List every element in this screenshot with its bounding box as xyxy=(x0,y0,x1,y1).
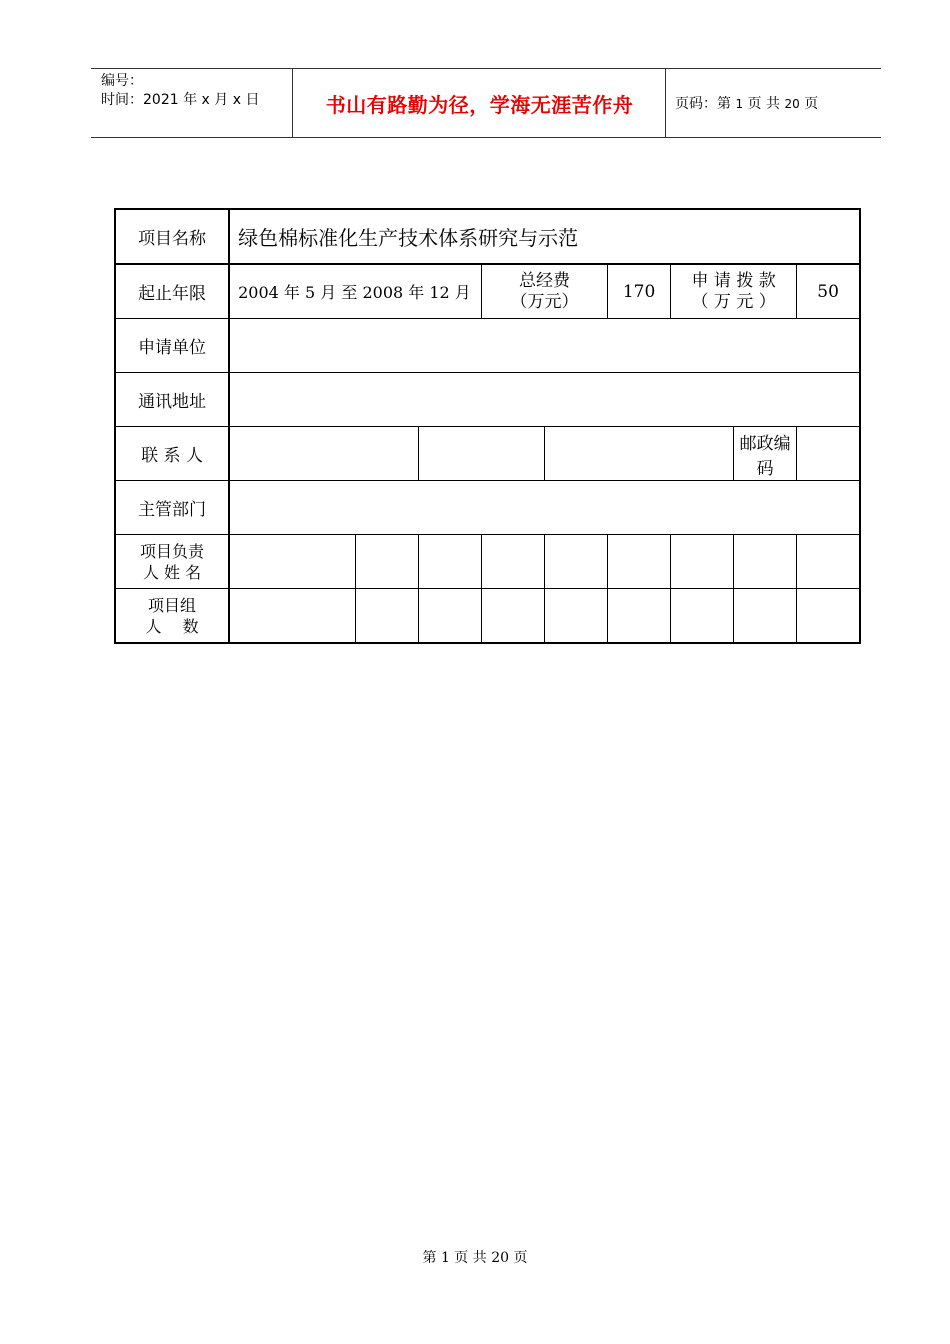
contact-field[interactable] xyxy=(418,427,544,481)
leader-name-field[interactable] xyxy=(418,535,481,589)
leader-name-field[interactable] xyxy=(229,535,355,589)
department-label: 主管部门 xyxy=(115,481,229,535)
row-address xyxy=(115,373,860,427)
total-funding-label-line1: 总经费 xyxy=(518,270,570,291)
team-size-field[interactable] xyxy=(671,589,734,644)
address-field[interactable] xyxy=(229,373,860,427)
row-contact xyxy=(115,427,860,481)
apply-funding-label-line1: 申 请 拨 款 xyxy=(691,270,776,291)
team-size-field[interactable] xyxy=(418,589,481,644)
page-suffix: 页 xyxy=(804,96,819,112)
team-size-field[interactable] xyxy=(229,589,355,644)
team-size-field[interactable] xyxy=(481,589,544,644)
project-info-form xyxy=(114,208,861,644)
row-project-name xyxy=(115,209,860,264)
page-total: 20 xyxy=(784,97,800,111)
team-size-field[interactable] xyxy=(355,589,418,644)
leader-name-field[interactable] xyxy=(671,535,734,589)
row-team-size xyxy=(115,589,860,644)
header-meta xyxy=(101,72,259,110)
postal-code-field[interactable] xyxy=(797,427,860,481)
page-footer: 第 1 页 共 20 页 xyxy=(422,1250,528,1266)
contact-label: 联 系 人 xyxy=(115,427,229,481)
total-funding-label-line2: （万元） xyxy=(510,291,579,312)
page-mid: 页 共 xyxy=(747,96,780,112)
total-funding-value[interactable]: 170 xyxy=(608,264,671,319)
page-header xyxy=(91,68,881,138)
leader-name-field[interactable] xyxy=(797,535,860,589)
postal-code-label: 邮政编码 xyxy=(734,427,797,481)
leader-name-field[interactable] xyxy=(544,535,607,589)
team-size-label xyxy=(115,589,229,644)
leader-name-field[interactable] xyxy=(355,535,418,589)
team-size-field[interactable] xyxy=(797,589,860,644)
leader-name-field[interactable] xyxy=(734,535,797,589)
team-size-label-line1: 项目组 xyxy=(148,595,197,615)
document-number-label: 编号： xyxy=(101,73,143,89)
project-leader-label xyxy=(115,535,229,589)
row-period xyxy=(115,264,860,319)
period-label: 起止年限 xyxy=(115,264,229,319)
page-prefix: 页码：第 xyxy=(675,96,731,112)
team-size-field[interactable] xyxy=(608,589,671,644)
applicant-unit-label: 申请单位 xyxy=(115,319,229,373)
row-project-leader xyxy=(115,535,860,589)
row-department xyxy=(115,481,860,535)
project-name-value[interactable]: 绿色棉标准化生产技术体系研究与示范 xyxy=(229,209,860,264)
apply-funding-label xyxy=(671,264,797,319)
leader-name-field[interactable] xyxy=(608,535,671,589)
row-applicant-unit xyxy=(115,319,860,373)
period-value[interactable]: 2004 年 5 月 至 2008 年 12 月 xyxy=(229,264,481,319)
contact-field[interactable] xyxy=(229,427,418,481)
team-size-field[interactable] xyxy=(544,589,607,644)
team-size-label-line2: 人 数 xyxy=(145,616,199,636)
contact-field[interactable] xyxy=(544,427,733,481)
document-time: 时间：2021 年 x 月 x 日 xyxy=(101,92,260,108)
total-funding-label xyxy=(481,264,607,319)
department-field[interactable] xyxy=(229,481,860,535)
header-page-number xyxy=(675,93,818,113)
project-leader-label-line1: 项目负责 xyxy=(140,541,205,561)
applicant-unit-field[interactable] xyxy=(229,319,860,373)
apply-funding-label-line2: （ 万 元 ） xyxy=(691,291,776,312)
project-leader-label-line2: 人 姓 名 xyxy=(142,562,202,582)
header-motto: 书山有路勤为径，学海无涯苦作舟 xyxy=(325,92,634,117)
apply-funding-value[interactable]: 50 xyxy=(797,264,860,319)
team-size-field[interactable] xyxy=(734,589,797,644)
leader-name-field[interactable] xyxy=(481,535,544,589)
address-label: 通讯地址 xyxy=(115,373,229,427)
project-name-label: 项目名称 xyxy=(115,209,229,264)
page-current: 1 xyxy=(735,97,744,111)
